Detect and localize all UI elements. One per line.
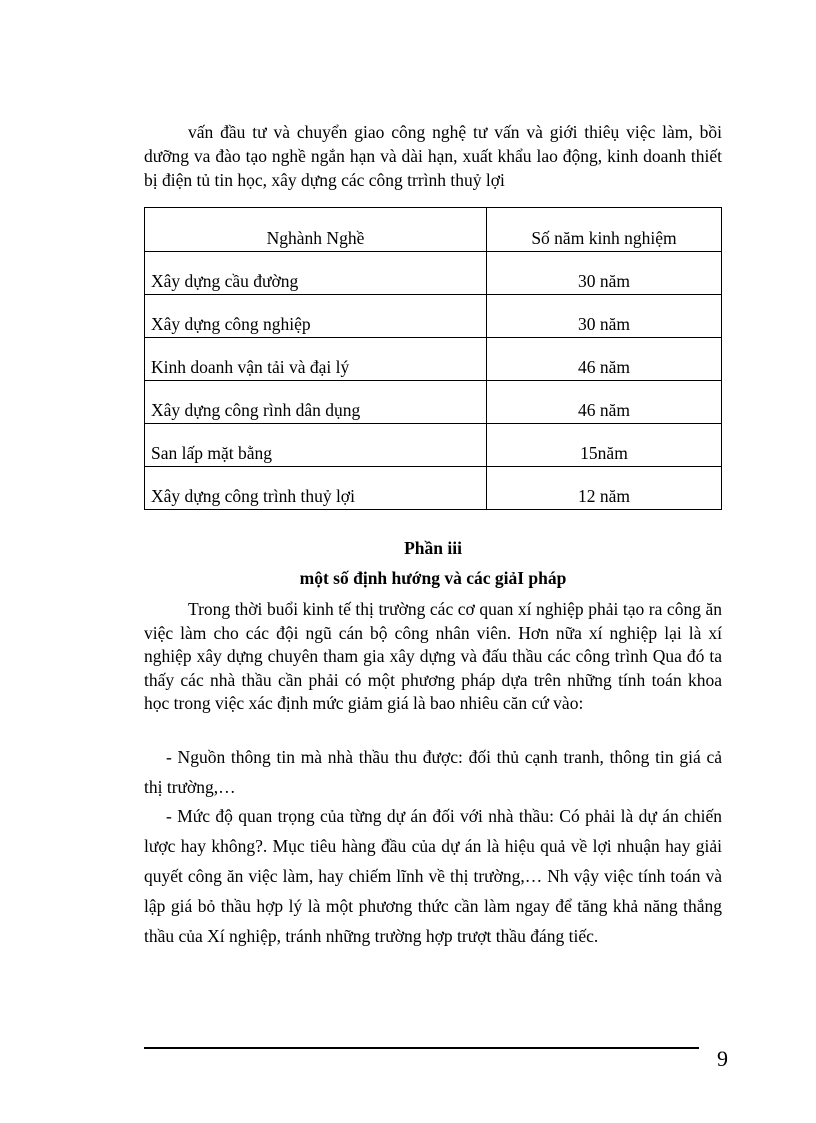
experience-table: [144, 207, 722, 510]
years-cell: 12 năm: [487, 467, 722, 510]
table-row: [145, 424, 722, 467]
table-row: [145, 295, 722, 338]
field-cell: Xây dựng cầu đường: [145, 252, 487, 295]
years-cell: 46 năm: [487, 381, 722, 424]
intro-paragraph: vấn đầu tư và chuyển giao công nghệ tư vấn và giới thiêụ việc làm, bồi dưỡng va đào tạo nghề ngắn hạn và dài hạn, xuất khẩu lao động, kinh doanh thiết bị điện tủ tin học, xây dựng các công trrình thuỷ lợi: [144, 122, 722, 190]
years-cell: 30 năm: [487, 252, 722, 295]
field-cell: Kinh doanh vận tải và đại lý: [145, 338, 487, 381]
years-cell: 46 năm: [487, 338, 722, 381]
section-title: Phần iii: [404, 538, 462, 558]
footer-rule: [144, 1047, 699, 1049]
field-cell: Xây dựng công rình dân dụng: [145, 381, 487, 424]
page-number: 9: [717, 1046, 728, 1071]
years-cell: 15năm: [487, 424, 722, 467]
section-subtitle: một số định hướng và các giảI pháp: [299, 568, 567, 588]
body-paragraph: Trong thời buổi kinh tế thị trường các cơ quan xí nghiệp phải tạo ra công ăn việc làm cho các đội ngũ cán bộ công nhân viên. Hơn nữa xí nghiệp lại là xí nghiệp xây dựng chuyên tham gia xây dựng và đấu thầu các công trình Qua đó ta thấy các nhà thầu cần phải có một phương pháp dựa trên những tính toán khoa học trong việc xác định mức giảm giá là bao nhiêu căn cứ vào:: [144, 599, 722, 713]
header-years: Số năm kinh nghiệm: [487, 208, 722, 252]
years-cell: 30 năm: [487, 295, 722, 338]
table-row: [145, 467, 722, 510]
field-cell: San lấp mặt bằng: [145, 424, 487, 467]
field-cell: Xây dựng công nghiệp: [145, 295, 487, 338]
table-row: [145, 252, 722, 295]
table-header-row: [145, 208, 722, 252]
header-field: Nghành Nghề: [145, 208, 487, 252]
bullet-paragraph: - Mức độ quan trọng của từng dự án đối với nhà thầu: Có phải là dự án chiến lược hay không?. Mục tiêu hàng đầu của dự án là hiệu quả về lợi nhuận hay giải quyết công ăn việc làm, hay chiếm lĩnh về thị trường,… Nh vậy việc tính toán và lập giá bỏ thầu hợp lý là một phương thức cần làm ngay để tăng khả năng thắng thầu của Xí nghiệp, tránh những trường hợp trượt thầu đáng tiếc.: [144, 806, 722, 946]
bullet-paragraph: - Nguồn thông tin mà nhà thầu thu được: đối thủ cạnh tranh, thông tin giá cả thị trường,…: [144, 747, 722, 797]
table-row: [145, 381, 722, 424]
field-cell: Xây dựng công trình thuỷ lợi: [145, 467, 487, 510]
table-row: [145, 338, 722, 381]
